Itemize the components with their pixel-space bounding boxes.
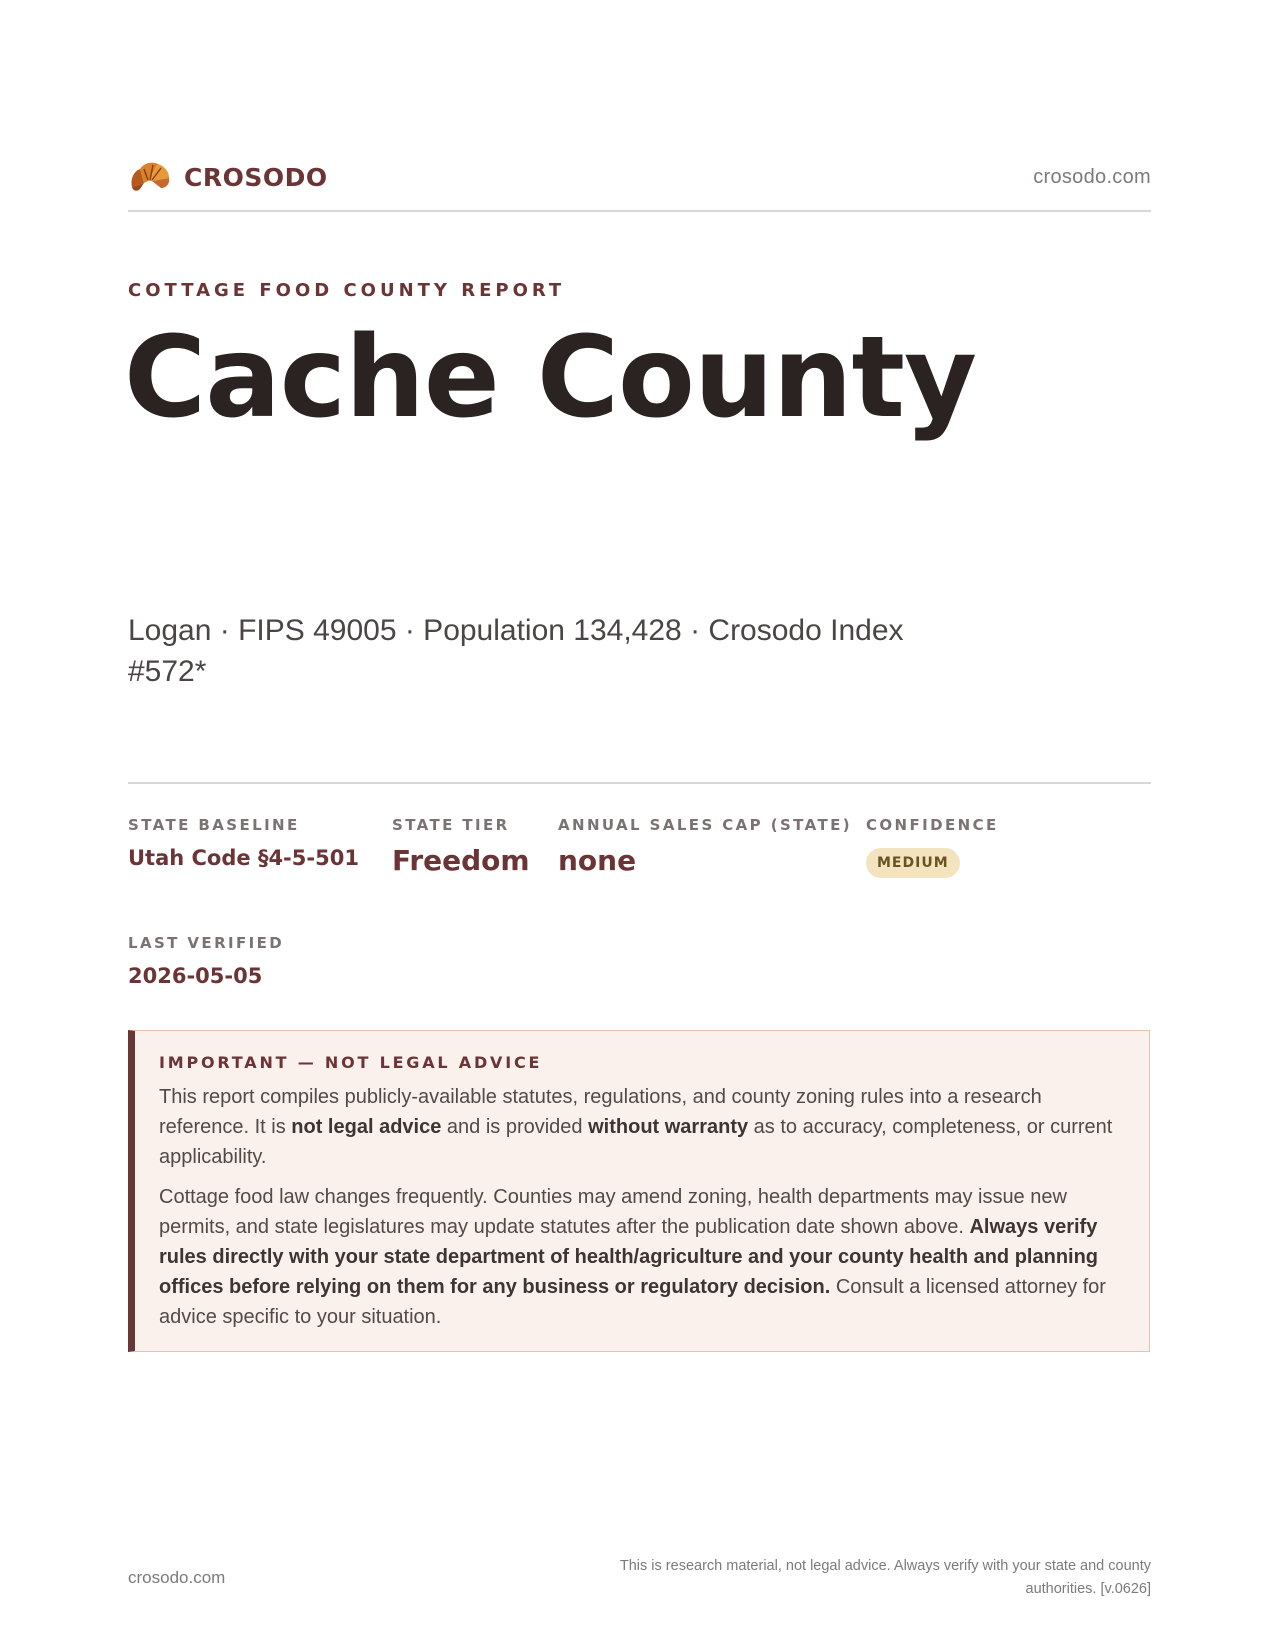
brand-name: CROSODO — [184, 162, 328, 192]
stat-state-tier — [392, 816, 530, 877]
stat-label: ANNUAL SALES CAP (STATE) — [558, 816, 853, 834]
stat-value: Freedom — [392, 844, 530, 877]
stat-label: STATE TIER — [392, 816, 510, 834]
stat-confidence — [866, 816, 999, 878]
notice-text: Consult a licensed attorney for advice specific to your situation. — [159, 1276, 1106, 1328]
divider — [128, 782, 1151, 784]
stat-label: STATE BASELINE — [128, 816, 300, 834]
notice-text: This report compiles publicly-available statutes, regulations, and county zoning rules into a research reference. It is — [159, 1086, 1042, 1138]
site-link[interactable]: crosodo.com — [1033, 165, 1151, 188]
page-header — [128, 158, 1151, 212]
stat-value: 2026-05-05 — [128, 964, 263, 988]
stat-value: none — [558, 844, 637, 877]
report-eyebrow: COTTAGE FOOD COUNTY REPORT — [128, 280, 566, 301]
notice-emphasis: Always verify rules directly with your state department of health/agriculture and your county health and planning offices before relying on them for any business or regulatory decision. — [159, 1216, 1099, 1298]
legal-notice — [128, 1030, 1150, 1352]
brand[interactable] — [128, 157, 328, 197]
notice-paragraph-2 — [159, 1182, 1123, 1332]
stat-label: CONFIDENCE — [866, 816, 999, 834]
stat-label: LAST VERIFIED — [128, 934, 285, 952]
notice-paragraph-1 — [159, 1082, 1123, 1172]
footer-disclaimer: This is research material, not legal advice. Always verify with your state and county authorities. [v.0626] — [619, 1558, 1151, 1597]
confidence-badge: MEDIUM — [866, 848, 960, 878]
notice-text: as to accuracy, completeness, or current applicability. — [159, 1116, 1113, 1168]
croissant-icon — [128, 157, 172, 197]
notice-title: IMPORTANT — NOT LEGAL ADVICE — [159, 1053, 543, 1072]
notice-emphasis: not legal advice — [291, 1116, 442, 1138]
stat-sales-cap — [558, 816, 852, 877]
stat-value: Utah Code §4-5-501 — [128, 846, 359, 870]
stat-state-baseline — [128, 816, 359, 870]
page-title: Cache County — [124, 313, 977, 443]
notice-text: Cottage food law changes frequently. Counties may amend zoning, health departments may issue new permits, and state legislatures may update statutes after the publication date shown above. — [159, 1186, 1067, 1238]
notice-text: and is provided — [441, 1116, 589, 1138]
stat-last-verified — [128, 934, 284, 988]
notice-emphasis: without warranty — [588, 1116, 749, 1138]
county-meta: Logan · FIPS 49005 · Population 134,428 · Crosodo Index #572* — [128, 614, 904, 688]
footer-site-link[interactable]: crosodo.com — [128, 1568, 226, 1587]
